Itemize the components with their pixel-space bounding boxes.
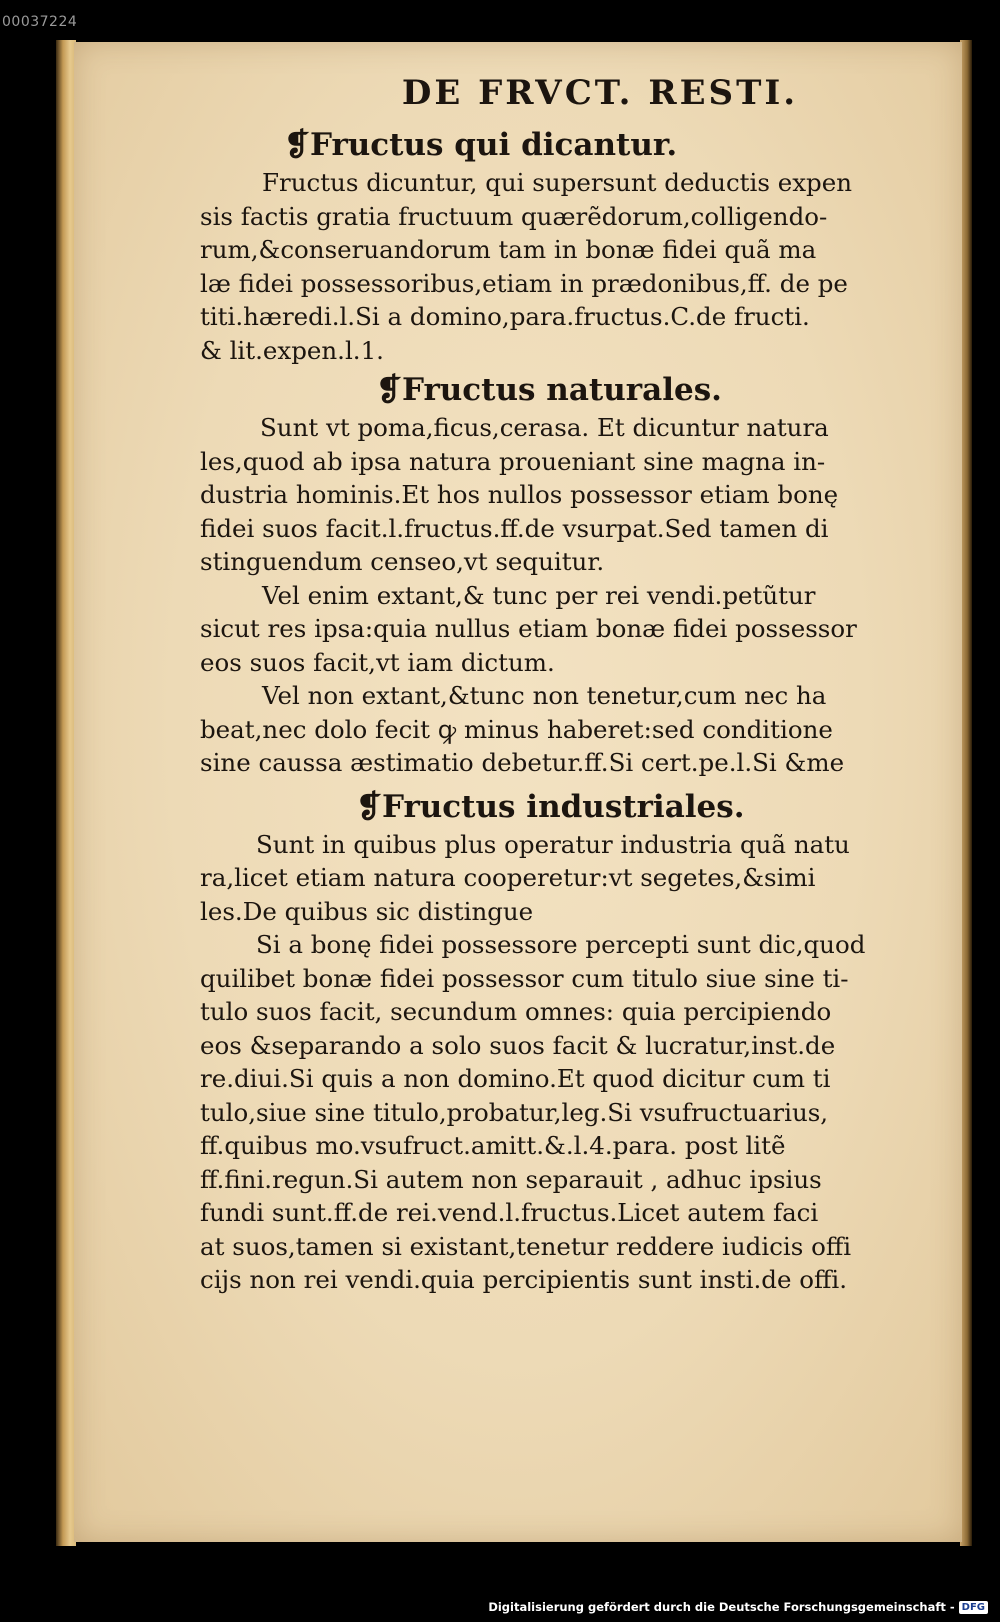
paragraph: [200, 828, 940, 929]
text-line: Vel enim extant,& tunc per rei vendi.petũtur: [262, 580, 816, 610]
text-line: tulo suos facit, secundum omnes: quia percipiendo: [200, 997, 832, 1026]
book-edge-left: [56, 40, 76, 1546]
text-line: beat,nec dolo fecit ꝙ minus haberet:sed conditione: [200, 714, 833, 744]
text-line: stinguendum censeo,vt sequitur.: [200, 547, 605, 576]
text-line: rum,&conseruandorum tam in bonæ fidei quã ma: [200, 235, 817, 264]
text-line: ff.quibus mo.vsufruct.amitt.&.l.4.para. post litẽ: [200, 1131, 786, 1160]
text-line: sis factis gratia fructuum quærẽdorum,colligendo-: [200, 201, 828, 231]
text-line: fundi sunt.ff.de rei.vend.l.fructus.Licet autem faci: [200, 1198, 819, 1227]
text-line: læ fidei possessoribus,etiam in prædonibus,ff. de pe: [200, 268, 848, 298]
text-line: les,quod ab ipsa natura proueniant sine magna in-: [200, 446, 826, 476]
text-line: ff.fini.regun.Si autem non separauit , adhuc ipsius: [200, 1164, 822, 1194]
paragraph: [200, 579, 940, 680]
text-line: re.diui.Si quis a non domino.Et quod dicitur cum ti: [200, 1064, 831, 1093]
text-line: Vel non extant,&tunc non tenetur,cum nec ha: [262, 681, 827, 710]
scan-id: 00037224: [2, 14, 78, 30]
text-line: & lit.expen.l.1.: [200, 335, 384, 365]
section-heading: ❡Fructus naturales.: [376, 372, 722, 408]
text-line: Sunt in quibus plus operatur industria quã natu: [256, 829, 850, 859]
running-head: DE FRVCT. RESTI.: [401, 73, 799, 113]
text-line: eos &separando a solo suos facit & lucratur,inst.de: [200, 1030, 836, 1060]
page-text: [200, 66, 940, 1297]
paragraph: [200, 411, 940, 579]
dfg-logo: DFG: [959, 1601, 988, 1614]
text-line: ra,licet etiam natura cooperetur:vt segetes,&simi: [200, 863, 816, 892]
paragraph: [200, 928, 940, 1297]
text-line: sicut res ipsa:quia nullus etiam bonæ fidei possessor: [200, 614, 857, 643]
text-line: les.De quibus sic distingue: [200, 896, 534, 926]
paragraph: [200, 679, 940, 780]
text-line: eos suos facit,vt iam dictum.: [200, 647, 555, 677]
footer-text: Digitalisierung gefördert durch die Deutsche Forschungsgemeinschaft -: [488, 1600, 955, 1614]
text-line: cijs non rei vendi.quia percipientis sunt insti.de offi.: [200, 1265, 848, 1294]
text-line: titi.hæredi.l.Si a domino,para.fructus.C.de fructi.: [200, 302, 810, 331]
text-line: Si a bonę fidei possessore percepti sunt dic,quod: [256, 930, 866, 959]
text-line: Fructus dicuntur, qui supersunt deductis expen: [262, 168, 852, 197]
text-line: sine caussa æstimatio debetur.ff.Si cert.pe.l.Si &me: [200, 748, 845, 777]
section-heading: ❡Fructus industriales.: [356, 788, 745, 825]
text-line: quilibet bonæ fidei possessor cum titulo siue sine ti-: [200, 963, 849, 993]
text-line: tulo,siue sine titulo,probatur,leg.Si vsufructuarius,: [200, 1097, 829, 1127]
section-heading: ❡Fructus qui dicantur.: [284, 127, 678, 163]
text-line: at suos,tamen si existant,tenetur reddere iudicis offi: [200, 1231, 852, 1261]
text-line: Sunt vt poma,ficus,cerasa. Et dicuntur natura: [260, 413, 829, 442]
text-line: fidei suos facit.l.fructus.ff.de vsurpat.Sed tamen di: [200, 513, 829, 543]
paragraph: [200, 166, 940, 367]
text-line: dustria hominis.Et hos nullos possessor etiam bonę: [200, 480, 839, 509]
dfg-footer: [488, 1598, 988, 1616]
